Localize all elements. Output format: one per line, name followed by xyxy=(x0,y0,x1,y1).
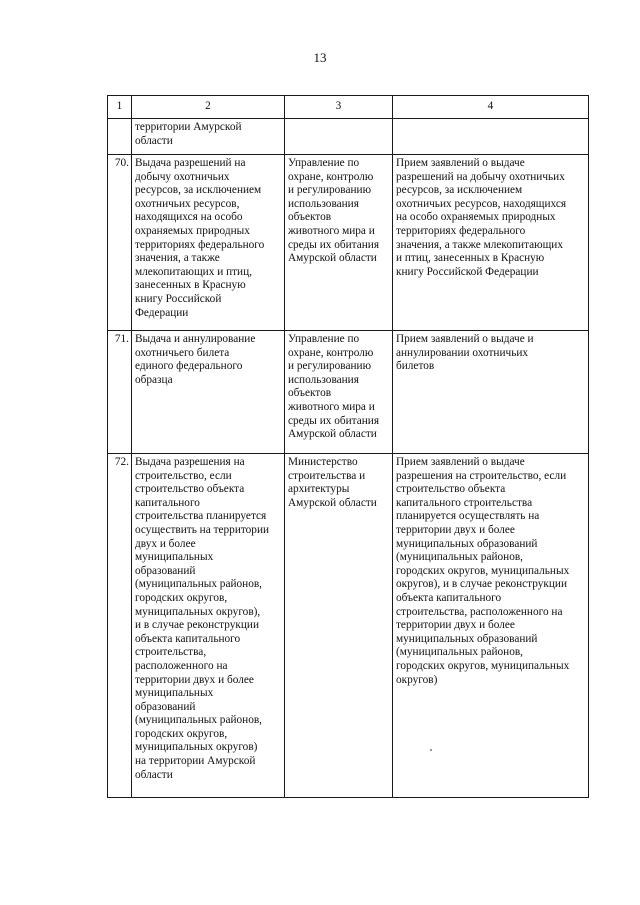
table-header-row xyxy=(108,96,589,119)
service-cell: Выдача разрешения на строительство, если строительство объекта капитального строительства планируется осуществить на территории двух и более муниципальных образований (муниципальных районов, городских округов, муниципальных округов), и в случае реконструкции объекта капитального строительства, расположенного на территории двух и более муниципальных образований (муниципальных районов, городских округов, муниципальных округов) на территории Амурской области xyxy=(132,454,285,798)
column-header: 2 xyxy=(132,96,285,119)
function-cell xyxy=(393,119,589,155)
column-header: 3 xyxy=(285,96,393,119)
table-row xyxy=(108,119,589,155)
function-cell: Прием заявлений о выдаче и аннулировании охотничьих билетов xyxy=(393,331,589,454)
table-row xyxy=(108,155,589,331)
service-cell: Выдача и аннулирование охотничьего билета единого федерального образца xyxy=(132,331,285,454)
service-cell: территории Амурской области xyxy=(132,119,285,155)
row-number xyxy=(108,119,132,155)
authority-cell: Министерство строительства и архитектуры Амурской области xyxy=(285,454,393,798)
services-table xyxy=(107,95,589,798)
row-number: 70. xyxy=(108,155,132,331)
service-cell: Выдача разрешений на добычу охотничьих ресурсов, за исключением охотничьих ресурсов, находящихся на особо охраняемых природных территориях федерального значения, а также млекопитающих и птиц, занесенных в Красную книгу Российской Федерации xyxy=(132,155,285,331)
column-header: 1 xyxy=(108,96,132,119)
authority-cell xyxy=(285,119,393,155)
table-row xyxy=(108,331,589,454)
row-number: 71. xyxy=(108,331,132,454)
row-number: 72. xyxy=(108,454,132,798)
function-cell: Прием заявлений о выдаче разрешения на строительство, если строительство объекта капитального строительства планируется осуществлять на территории двух и более муниципальных образований (муниципальных районов, городских округов, муниципальных округов), и в случае реконструкции объекта капитального строительства, расположенного на территории двух и более муниципальных образований (муниципальных районов, городских округов, муниципальных округов) xyxy=(393,454,589,798)
scan-speck xyxy=(430,749,432,751)
authority-cell: Управление по охране, контролю и регулированию использования объектов животного мира и среды их обитания Амурской области xyxy=(285,155,393,331)
function-cell: Прием заявлений о выдаче разрешений на добычу охотничьих ресурсов, за исключением охотничьих ресурсов, находящихся на особо охраняемых природных территориях федерального значения, а также млекопитающих и птиц, занесенных в Красную книгу Российской Федерации xyxy=(393,155,589,331)
authority-cell: Управление по охране, контролю и регулированию использования объектов животного мира и среды их обитания Амурской области xyxy=(285,331,393,454)
page-number: 13 xyxy=(313,50,327,65)
column-header: 4 xyxy=(393,96,589,119)
table-row xyxy=(108,454,589,798)
